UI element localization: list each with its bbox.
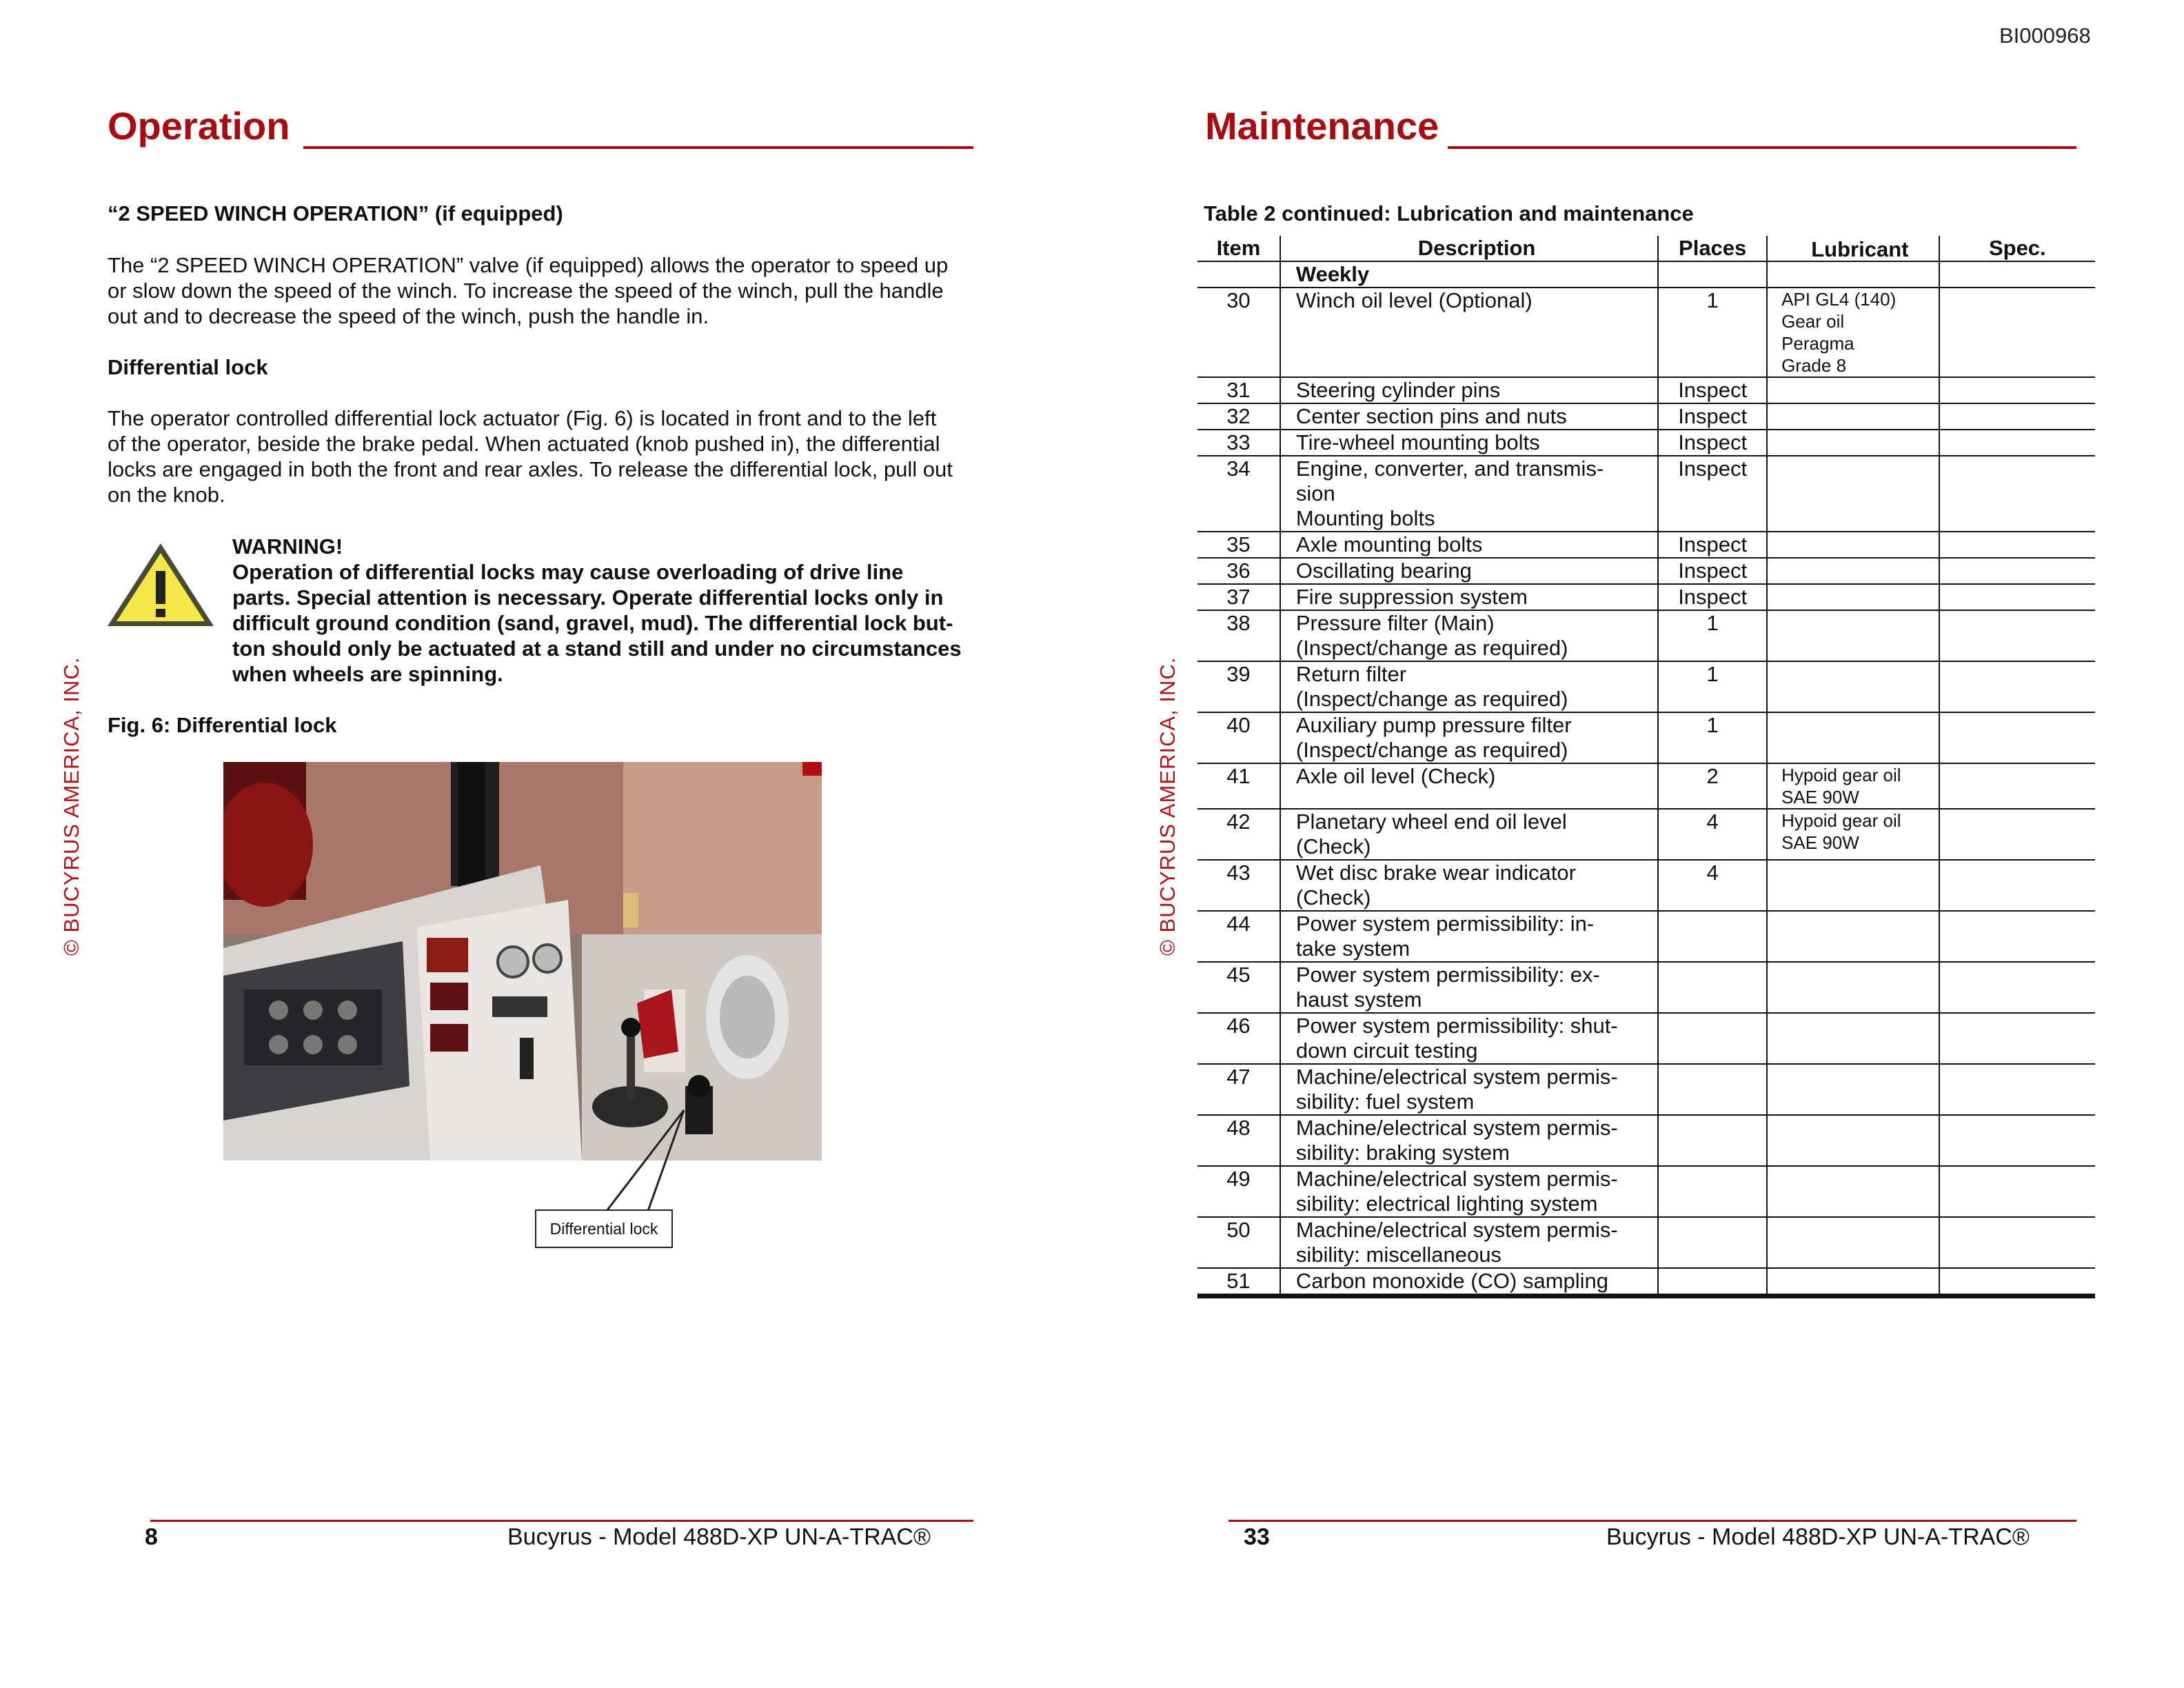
cell-item: 35	[1197, 532, 1280, 558]
differential-heading: Differential lock	[108, 355, 268, 379]
cell-places: Inspect	[1658, 584, 1767, 610]
cell-item: 50	[1197, 1217, 1280, 1268]
lubricant-line: SAE 90W	[1781, 832, 1859, 853]
table-row	[1197, 430, 2095, 456]
cell-item: 38	[1197, 610, 1280, 661]
copyright-side-label-right: © BUCYRUS AMERICA, INC.	[1155, 656, 1180, 956]
cell-item: 42	[1197, 809, 1280, 860]
cell-lubricant	[1767, 1217, 1939, 1268]
cell-spec	[1939, 584, 2095, 610]
cell-description	[1280, 1064, 1658, 1115]
table-row	[1197, 377, 2095, 403]
cell-description	[1280, 377, 1658, 403]
lubricant-line: Gear oil	[1781, 311, 1845, 332]
cell-description	[1280, 1268, 1658, 1296]
maintenance-table	[1197, 236, 2095, 1298]
cell-item: 33	[1197, 430, 1280, 456]
cell-description	[1280, 661, 1658, 712]
cell-places: Inspect	[1658, 377, 1767, 403]
cell-item: 39	[1197, 661, 1280, 712]
cell-description	[1280, 584, 1658, 610]
cell-lubricant	[1767, 860, 1939, 911]
description-line: Axle oil level (Check)	[1295, 764, 1496, 788]
cell-item: 45	[1197, 962, 1280, 1013]
cell-item: 48	[1197, 1115, 1280, 1166]
cell-lubricant	[1767, 1064, 1939, 1115]
cell-lubricant	[1767, 809, 1939, 860]
table-row	[1197, 962, 2095, 1013]
cell-spec	[1939, 911, 2095, 962]
cell-places	[1658, 1268, 1767, 1296]
cell-item: 34	[1197, 456, 1280, 532]
header-lubricant: Lubricant	[1767, 236, 1939, 261]
description-line: sibility: braking system	[1295, 1141, 1510, 1165]
warning-line: Operation of differential locks may cause overloading of drive line	[232, 560, 904, 584]
cell-places	[1658, 1115, 1767, 1166]
footer-text-right: Bucyrus - Model 488D-XP UN-A-TRAC®	[1606, 1524, 2030, 1550]
diff-line: locks are engaged in both the front and rear axles. To release the differential lock, pull out	[108, 457, 953, 481]
operation-title-rule	[303, 146, 973, 149]
cell-description	[1280, 403, 1658, 430]
cell-item: 36	[1197, 558, 1280, 584]
description-line: sibility: miscellaneous	[1295, 1243, 1502, 1267]
description-line: (Check)	[1295, 834, 1371, 858]
table-row	[1197, 1268, 2095, 1296]
description-line: Power system permissibility: shut-	[1295, 1014, 1618, 1038]
description-line: Oscillating bearing	[1295, 559, 1472, 583]
cell-spec	[1939, 661, 2095, 712]
description-line: (Inspect/change as required)	[1295, 738, 1568, 762]
cell-spec	[1939, 532, 2095, 558]
table-row	[1197, 860, 2095, 911]
cell-places: 1	[1658, 661, 1767, 712]
description-line: down circuit testing	[1295, 1038, 1478, 1063]
description-line: Planetary wheel end oil level	[1295, 810, 1567, 834]
cell-item: 43	[1197, 860, 1280, 911]
cell-lubricant	[1767, 558, 1939, 584]
cell-description	[1280, 962, 1658, 1013]
header-spec: Spec.	[1939, 236, 2095, 261]
cell-item: 37	[1197, 584, 1280, 610]
lubricant-line: Grade 8	[1781, 355, 1847, 376]
cell-lubricant	[1767, 1166, 1939, 1217]
maintenance-title-rule	[1448, 146, 2076, 149]
figure-caption: Fig. 6: Differential lock	[108, 713, 337, 737]
description-line: Machine/electrical system permis-	[1295, 1167, 1618, 1191]
cell-item: 44	[1197, 911, 1280, 962]
cell-places: Inspect	[1658, 403, 1767, 430]
cell-places: Inspect	[1658, 430, 1767, 456]
description-line: Steering cylinder pins	[1295, 378, 1501, 402]
description-line: sibility: fuel system	[1295, 1089, 1475, 1114]
cell-spec	[1939, 1166, 2095, 1217]
warning-line: difficult ground condition (sand, gravel, mud). The differential lock but-	[232, 611, 953, 635]
table-row	[1197, 661, 2095, 712]
table-row	[1197, 1217, 2095, 1268]
cell-spec	[1939, 1064, 2095, 1115]
lubricant-line: API GL4 (140)	[1781, 289, 1897, 310]
cell-spec	[1939, 377, 2095, 403]
group-label: Weekly	[1280, 261, 1658, 288]
winch-line: The “2 SPEED WINCH OPERATION” valve (if equipped) allows the operator to speed up	[108, 253, 949, 277]
cell-spec	[1939, 763, 2095, 809]
cell-spec	[1939, 1013, 2095, 1064]
cell-spec	[1939, 610, 2095, 661]
cell-lubricant	[1767, 1115, 1939, 1166]
description-line: Machine/electrical system permis-	[1295, 1218, 1618, 1242]
cell-spec	[1939, 1268, 2095, 1296]
cell-item: 31	[1197, 377, 1280, 403]
cell-places	[1658, 911, 1767, 962]
warning-block	[232, 534, 1004, 687]
cell-description	[1280, 1166, 1658, 1217]
warning-line: parts. Special attention is necessary. Operate differential locks only in	[232, 585, 944, 610]
description-line: (Check)	[1295, 885, 1371, 910]
description-line: (Inspect/change as required)	[1295, 636, 1568, 660]
description-line: Tire-wheel mounting bolts	[1295, 430, 1540, 454]
warning-line: when wheels are spinning.	[232, 662, 503, 686]
cell-places: Inspect	[1658, 532, 1767, 558]
description-line: (Inspect/change as required)	[1295, 687, 1568, 711]
cell-description	[1280, 860, 1658, 911]
cell-lubricant	[1767, 661, 1939, 712]
lubricant-line: Hypoid gear oil	[1781, 810, 1901, 831]
table-header-row	[1197, 236, 2095, 261]
table-row	[1197, 712, 2095, 763]
cell-item: 30	[1197, 288, 1280, 377]
cell-lubricant	[1767, 288, 1939, 377]
table-row	[1197, 456, 2095, 532]
header-places: Places	[1658, 236, 1767, 261]
diff-line: of the operator, beside the brake pedal. When actuated (knob pushed in), the differential	[108, 432, 940, 456]
cell-spec	[1939, 288, 2095, 377]
cell-places	[1658, 962, 1767, 1013]
footer-text-left: Bucyrus - Model 488D-XP UN-A-TRAC®	[507, 1524, 931, 1550]
cell-item: 46	[1197, 1013, 1280, 1064]
cell-lubricant	[1767, 962, 1939, 1013]
cell-places: Inspect	[1658, 558, 1767, 584]
cell-lubricant	[1767, 1013, 1939, 1064]
lubricant-line: SAE 90W	[1781, 787, 1859, 807]
cell-spec	[1939, 558, 2095, 584]
copyright-side-label-left: © BUCYRUS AMERICA, INC.	[59, 656, 83, 956]
description-line: Pressure filter (Main)	[1295, 611, 1495, 635]
cell-lubricant	[1767, 403, 1939, 430]
cell-spec	[1939, 1115, 2095, 1166]
cell-description	[1280, 712, 1658, 763]
winch-line: out and to decrease the speed of the winch, push the handle in.	[108, 304, 709, 328]
description-line: Mounting bolts	[1295, 506, 1435, 530]
cell-item: 41	[1197, 763, 1280, 809]
cell-description	[1280, 610, 1658, 661]
cell-item: 47	[1197, 1064, 1280, 1115]
table-row	[1197, 532, 2095, 558]
cell-lubricant	[1767, 763, 1939, 809]
cell-description	[1280, 809, 1658, 860]
cell-lubricant	[1767, 377, 1939, 403]
description-line: sion	[1295, 481, 1335, 505]
lubricant-line: Hypoid gear oil	[1781, 765, 1901, 785]
description-line: Axle mounting bolts	[1295, 532, 1483, 556]
cell-description	[1280, 532, 1658, 558]
lubricant-line: Peragma	[1781, 333, 1854, 354]
warning-triangle-icon	[103, 539, 218, 630]
cell-spec	[1939, 456, 2095, 532]
header-item: Item	[1197, 236, 1280, 261]
cell-places	[1658, 1217, 1767, 1268]
table-row	[1197, 763, 2095, 809]
cell-description	[1280, 288, 1658, 377]
differential-lock-photo	[223, 762, 822, 1160]
description-line: Machine/electrical system permis-	[1295, 1065, 1618, 1089]
cell-description	[1280, 1115, 1658, 1166]
description-line: Return filter	[1295, 662, 1407, 686]
document-id: BI000968	[1999, 23, 2091, 48]
cell-item: 51	[1197, 1268, 1280, 1296]
description-line: Machine/electrical system permis-	[1295, 1116, 1618, 1140]
description-line: Carbon monoxide (CO) sampling	[1295, 1269, 1609, 1293]
cell-item: 49	[1197, 1166, 1280, 1217]
description-line: Power system permissibility: in-	[1295, 912, 1595, 936]
table-row	[1197, 288, 2095, 377]
cell-lubricant	[1767, 456, 1939, 532]
cell-description	[1280, 430, 1658, 456]
cell-lubricant	[1767, 532, 1939, 558]
winch-heading: “2 SPEED WINCH OPERATION” (if equipped)	[108, 201, 563, 225]
table-row	[1197, 558, 2095, 584]
description-line: Power system permissibility: ex-	[1295, 963, 1600, 987]
cell-places: 4	[1658, 860, 1767, 911]
cell-description	[1280, 1217, 1658, 1268]
differential-lock-callout: Differential lock	[535, 1209, 673, 1248]
table-caption: Table 2 continued: Lubrication and maintenance	[1204, 201, 1694, 225]
cell-spec	[1939, 1217, 2095, 1268]
cell-lubricant	[1767, 712, 1939, 763]
operation-title: Operation	[108, 104, 290, 148]
page-number-right: 33	[1244, 1524, 1270, 1550]
cell-description	[1280, 456, 1658, 532]
cell-places: 1	[1658, 712, 1767, 763]
table-row	[1197, 1115, 2095, 1166]
table-row	[1197, 1013, 2095, 1064]
winch-paragraph	[108, 252, 1004, 329]
footer-rule-right	[1228, 1520, 2076, 1522]
cell-item: 32	[1197, 403, 1280, 430]
table-row	[1197, 610, 2095, 661]
cell-places	[1658, 1013, 1767, 1064]
description-line: Auxiliary pump pressure filter	[1295, 713, 1572, 737]
page-number-left: 8	[145, 1524, 158, 1550]
cell-description	[1280, 911, 1658, 962]
cell-spec	[1939, 809, 2095, 860]
cell-places: 2	[1658, 763, 1767, 809]
table-row	[1197, 911, 2095, 962]
diff-line: The operator controlled differential lock actuator (Fig. 6) is located in front and to the left	[108, 406, 937, 430]
description-line: Winch oil level (Optional)	[1295, 288, 1533, 312]
cell-places: Inspect	[1658, 456, 1767, 532]
table-row	[1197, 584, 2095, 610]
cell-lubricant	[1767, 610, 1939, 661]
cell-places: 1	[1658, 610, 1767, 661]
description-line: haust system	[1295, 987, 1422, 1012]
cell-description	[1280, 1013, 1658, 1064]
cell-description	[1280, 558, 1658, 584]
winch-line: or slow down the speed of the winch. To increase the speed of the winch, pull the handle	[108, 279, 944, 303]
cell-lubricant	[1767, 1268, 1939, 1296]
cell-spec	[1939, 712, 2095, 763]
description-line: Wet disc brake wear indicator	[1295, 861, 1576, 885]
warning-line: ton should only be actuated at a stand still and under no circumstances	[232, 636, 962, 661]
table-row	[1197, 809, 2095, 860]
table-row	[1197, 403, 2095, 430]
cell-places	[1658, 1166, 1767, 1217]
header-description: Description	[1280, 236, 1658, 261]
diff-line: on the knob.	[108, 483, 225, 507]
differential-paragraph	[108, 405, 1004, 508]
callout-pointer	[607, 1103, 689, 1214]
description-line: Fire suppression system	[1295, 585, 1528, 609]
cell-places: 4	[1658, 809, 1767, 860]
cell-spec	[1939, 403, 2095, 430]
cell-item: 40	[1197, 712, 1280, 763]
description-line: take system	[1295, 936, 1410, 961]
cell-places: 1	[1658, 288, 1767, 377]
cell-lubricant	[1767, 584, 1939, 610]
group-row	[1197, 261, 2095, 288]
maintenance-title: Maintenance	[1205, 104, 1439, 148]
footer-rule-left	[150, 1520, 973, 1522]
cell-spec	[1939, 430, 2095, 456]
cell-lubricant	[1767, 430, 1939, 456]
description-line: Center section pins and nuts	[1295, 404, 1567, 428]
table-row	[1197, 1064, 2095, 1115]
cell-lubricant	[1767, 911, 1939, 962]
cell-spec	[1939, 860, 2095, 911]
cell-description	[1280, 763, 1658, 809]
cell-places	[1658, 1064, 1767, 1115]
description-line: Engine, converter, and transmis-	[1295, 456, 1604, 481]
table-row	[1197, 1166, 2095, 1217]
cell-spec	[1939, 962, 2095, 1013]
warning-label: WARNING!	[232, 534, 343, 559]
description-line: sibility: electrical lighting system	[1295, 1192, 1598, 1216]
